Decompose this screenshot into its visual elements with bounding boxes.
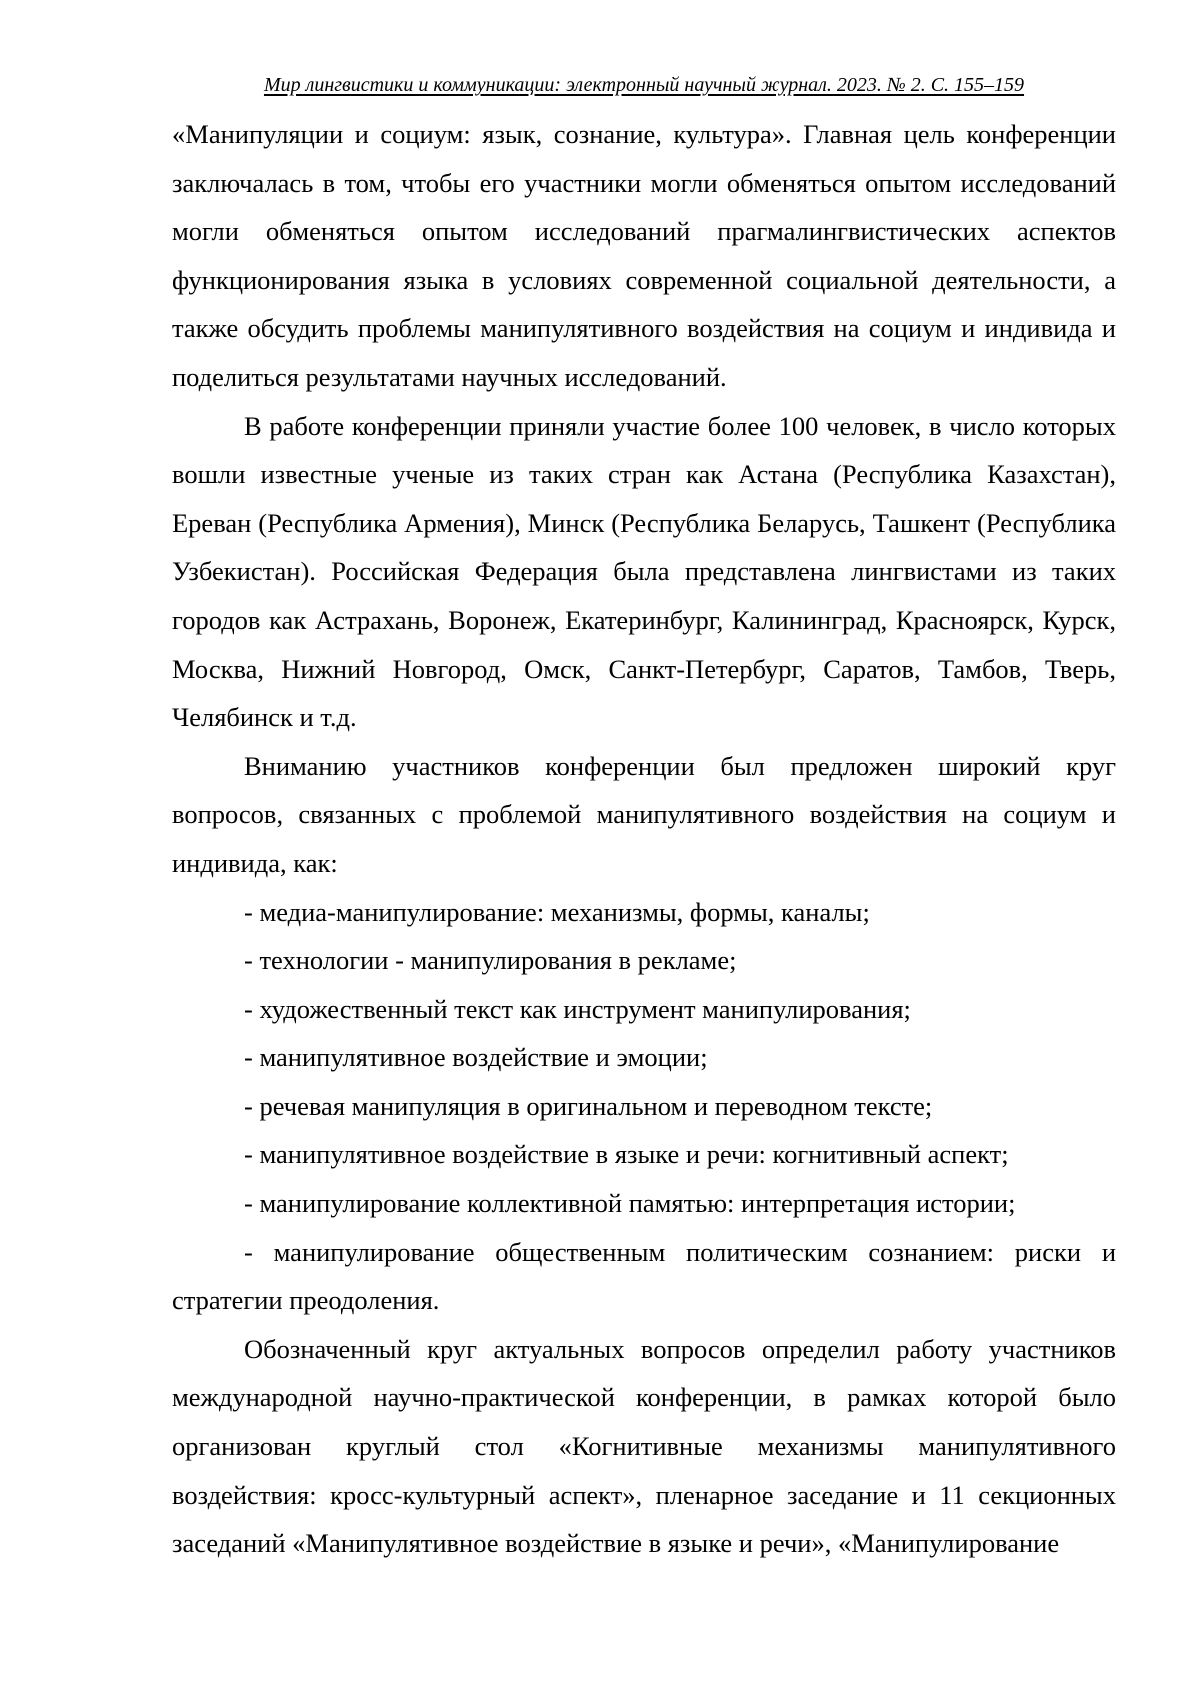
list-item: - технологии - манипулирования в рекламе; xyxy=(244,945,737,976)
paragraph-participants: В работе конференции приняли участие более 100 человек, в число которых вошли известные ученые из таких стран как Астана (Республика Казахстан), Ереван (Республика Армения), Минск (Республика Беларусь, Ташкент (Республика Узбекистан). Российская Федерация была представлена лингвистами из таких городов как Астрахань, Воронеж, Екатеринбург, Калининград, Красноярск, Курск, Москва, Нижний Новгород, Омск, Санкт-Петербург, Саратов, Тамбов, Тверь, Челябинск и т.д. xyxy=(172,410,1116,733)
list-item: - речевая манипуляция в оригинальном и переводном тексте; xyxy=(244,1090,933,1121)
topics-list xyxy=(172,888,1116,1325)
list-item: - художественный текст как инструмент манипулирования; xyxy=(244,993,911,1024)
list-item: - манипулирование общественным политическим сознанием: риски и стратегии преодоления. xyxy=(172,1236,1116,1316)
paragraph-topics-intro: Вниманию участников конференции был предложен широкий круг вопросов, связанных с проблемой манипулятивного воздействия на социум и индивида, как: xyxy=(172,750,1116,878)
paragraph-conference-goal: «Манипуляции и социум: язык, сознание, культура». Главная цель конференции заключалась в том, чтобы его участники могли обменяться опытом исследований могли обменяться опытом исследований прагмалингвистических аспектов функционирования языка в условиях современной социальной деятельности, а также обсудить проблемы манипулятивного воздействия на социум и индивида и поделиться результатами научных исследований. xyxy=(172,119,1116,392)
list-item: - медиа-манипулирование: механизмы, формы, каналы; xyxy=(244,896,870,927)
list-item: - манипулятивное воздействие в языке и речи: когнитивный аспект; xyxy=(244,1139,1009,1170)
article-body xyxy=(172,110,1116,1568)
paragraph-closing: Обозначенный круг актуальных вопросов определил работу участников международной научно-практической конференции, в рамках которой было организован круглый стол «Когнитивные механизмы манипулятивного воздействия: кросс-культурный аспект», пленарное заседание и 11 секционных заседаний «Манипулятивное воздействие в языке и речи», «Манипулирование xyxy=(172,1333,1116,1559)
running-header: Мир лингвистики и коммуникации: электронный научный журнал. 2023. № 2. С. 155–159 xyxy=(263,74,1025,96)
list-item: - манипулирование коллективной памятью: интерпретация истории; xyxy=(244,1188,1016,1219)
list-item: - манипулятивное воздействие и эмоции; xyxy=(244,1042,708,1073)
